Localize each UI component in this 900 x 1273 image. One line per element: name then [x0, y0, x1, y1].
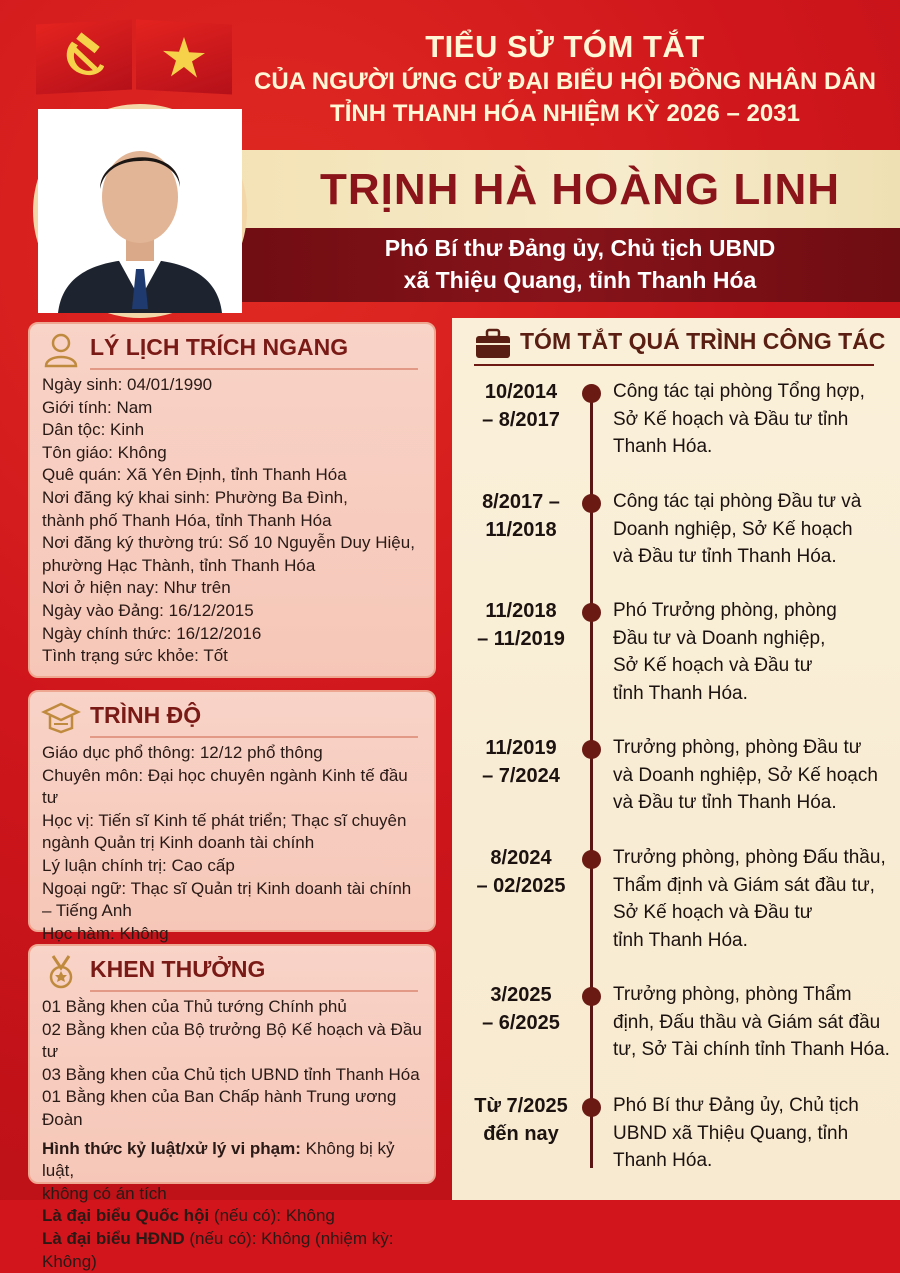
career-description [613, 597, 895, 707]
career-line: Công tác tại phòng Tổng hợp, [613, 381, 865, 402]
career-date-end: – 7/2024 [482, 765, 560, 787]
bio-row: Ngày vào Đảng: 16/12/2015 [42, 600, 254, 620]
candidate-photo [33, 104, 247, 318]
career-date [462, 981, 580, 1037]
bio-row: Nơi ở hiện nay: Như trên [42, 578, 231, 598]
bio-row: Ngày sinh: 04/01/1990 [42, 375, 213, 394]
bio-row: Dân tộc: Kinh [42, 420, 145, 440]
bio-row: thành phố Thanh Hóa, tỉnh Thanh Hóa [42, 510, 332, 530]
portrait-image [38, 109, 242, 313]
career-date-end: – 6/2025 [482, 1012, 560, 1034]
career-date-end: đến nay [483, 1123, 559, 1145]
discipline-value: Không bị kỷ luật, [42, 1138, 395, 1181]
career-date [462, 378, 580, 434]
career-date-start: 11/2018 [485, 600, 557, 622]
career-line: Trưởng phòng, phòng Đấu thầu, [613, 847, 886, 868]
timeline-dot [582, 850, 601, 869]
awards-title: KHEN THƯỞNG [90, 956, 266, 982]
bio-panel [28, 322, 436, 678]
career-line: Phó Bí thư Đảng ủy, Chủ tịch [613, 1095, 859, 1116]
timeline-dot [582, 384, 601, 403]
timeline-dot [582, 603, 601, 622]
council-value: (nếu có): Không (nhiệm kỳ: Không) [42, 1228, 394, 1271]
career-line: Sở Kế hoạch và Đầu tư [613, 902, 813, 923]
career-divider [474, 364, 874, 366]
bio-row: Tình trạng sức khỏe: Tốt [42, 646, 228, 666]
education-divider [90, 736, 418, 738]
award-row: 01 Bằng khen của Thủ tướng Chính phủ [42, 997, 347, 1016]
education-row: Học vị: Tiến sĩ Kinh tế phát triển; Thạc sĩ chuyên [42, 810, 407, 830]
council-label: Là đại biểu HĐND [42, 1228, 185, 1248]
discipline-label: Hình thức kỷ luật/xử lý vi phạm: [42, 1138, 301, 1158]
career-description [613, 734, 895, 817]
party-flag [36, 19, 132, 94]
career-date-end: 11/2018 [485, 519, 557, 541]
council-row [42, 1228, 426, 1273]
career-line: tư, Sở Tài chính tỉnh Thanh Hóa. [613, 1039, 890, 1060]
bio-list [42, 374, 426, 668]
hammer-sickle-icon [58, 30, 110, 85]
career-line: tỉnh Thanh Hóa. [613, 929, 748, 951]
education-panel [28, 690, 436, 943]
star-icon [162, 34, 206, 80]
education-row: Học hàm: Không [42, 923, 169, 943]
bio-divider [90, 368, 418, 370]
candidate-name: TRỊNH HÀ HOÀNG LINH [319, 165, 841, 214]
graduation-icon [42, 700, 80, 736]
education-row: ngành Quản trị Kinh doanh tài chính [42, 833, 315, 853]
career-description [613, 378, 895, 461]
career-line: Trưởng phòng, phòng Đầu tư [613, 737, 862, 758]
career-line: Trưởng phòng, phòng Thẩm [613, 984, 852, 1005]
timeline-dot [582, 1098, 601, 1117]
career-date-start: Từ 7/2025 [474, 1095, 568, 1117]
briefcase-icon [474, 328, 512, 360]
national-flag [136, 19, 232, 94]
bio-row: Tôn giáo: Không [42, 442, 167, 462]
education-row: Lý luận chính trị: Cao cấp [42, 855, 235, 875]
career-line: UBND xã Thiệu Quang, tỉnh [613, 1122, 849, 1144]
career-line: Công tác tại phòng Đầu tư và [613, 491, 862, 512]
career-description [613, 1092, 895, 1175]
national-assembly-label: Là đại biểu Quốc hội [42, 1206, 210, 1226]
bio-row: Ngày chính thức: 16/12/2016 [42, 623, 262, 643]
awards-panel [28, 944, 436, 1271]
header [240, 28, 890, 130]
award-row: 01 Bằng khen của Ban Chấp hành Trung ương Đoàn [42, 1087, 397, 1129]
career-date [462, 734, 580, 790]
education-title: TRÌNH ĐỘ [90, 702, 202, 728]
award-row: 02 Bằng khen của Bộ trưởng Bộ Kế hoạch và Đầu tư [42, 1019, 422, 1062]
career-line: tỉnh Thanh Hóa. [613, 682, 748, 704]
bio-row: Quê quán: Xã Yên Định, tỉnh Thanh Hóa [42, 465, 347, 485]
timeline-dot [582, 740, 601, 759]
national-assembly-value: (nếu có): Không [209, 1206, 335, 1226]
timeline-dot [582, 987, 601, 1006]
career-description [613, 844, 895, 954]
career-date-start: 10/2014 [484, 381, 558, 403]
award-row: 03 Bằng khen của Chủ tịch UBND tỉnh Thanh Hóa [42, 1064, 420, 1084]
career-date [462, 844, 580, 900]
discipline-row-2: không có án tích [42, 1183, 167, 1203]
timeline-dot [582, 494, 601, 513]
career-date-start: 11/2019 [485, 737, 557, 759]
career-line: và Doanh nghiệp, Sở Kế hoạch [613, 764, 878, 786]
bio-row: Nơi đăng ký khai sinh: Phường Ba Đình, [42, 487, 348, 507]
bio-row: Nơi đăng ký thường trú: Số 10 Nguyễn Duy Hiệu, [42, 533, 415, 553]
header-title: TIỂU SỬ TÓM TẮT [425, 29, 705, 64]
career-date [462, 1092, 580, 1148]
education-row: Giáo dục phổ thông: 12/12 phổ thông [42, 743, 323, 762]
career-title: TÓM TẮT QUÁ TRÌNH CÔNG TÁC [520, 328, 886, 354]
education-list [42, 742, 426, 945]
person-icon [42, 332, 80, 368]
career-date-start: 3/2025 [490, 984, 552, 1006]
career-line: và Đầu tư tỉnh Thanh Hóa. [613, 792, 837, 813]
career-date-start: 8/2024 [490, 847, 552, 869]
bio-row: phường Hạc Thành, tỉnh Thanh Hóa [42, 555, 316, 575]
career-line: và Đầu tư tỉnh Thanh Hóa. [613, 546, 837, 567]
awards-divider [90, 990, 418, 992]
career-line: Sở Kế hoạch và Đầu tư tỉnh [613, 408, 849, 430]
header-subtitle: CỦA NGƯỜI ỨNG CỬ ĐẠI BIỂU HỘI ĐỒNG NHÂN DÂN [254, 68, 876, 95]
candidate-position [260, 232, 900, 296]
career-line: Doanh nghiệp, Sở Kế hoạch [613, 518, 853, 540]
position-line-1: Phó Bí thư Đảng ủy, Chủ tịch UBND [384, 235, 776, 261]
career-date [462, 597, 580, 653]
career-line: Thẩm định và Giám sát đầu tư, [613, 874, 875, 896]
career-date-start: 8/2017 – [482, 491, 560, 513]
education-row: Ngoại ngữ: Thạc sĩ Quản trị Kinh doanh tài chính [42, 878, 412, 898]
career-description [613, 488, 895, 571]
career-line: Đầu tư và Doanh nghiệp, [613, 627, 826, 649]
career-line: Sở Kế hoạch và Đầu tư [613, 655, 813, 676]
career-line: định, Đấu thầu và Giám sát đầu [613, 1011, 881, 1033]
bio-title: LÝ LỊCH TRÍCH NGANG [90, 334, 349, 360]
flags [36, 22, 236, 102]
career-date-end: – 8/2017 [482, 409, 560, 431]
education-row: Chuyên môn: Đại học chuyên ngành Kinh tế đầu tư [42, 765, 408, 808]
career-description [613, 981, 895, 1064]
career-line: Phó Trưởng phòng, phòng [613, 600, 837, 621]
career-date-end: – 02/2025 [476, 875, 566, 897]
national-assembly-row [42, 1205, 426, 1228]
header-term: TỈNH THANH HÓA NHIỆM KỲ 2026 – 2031 [330, 100, 800, 127]
discipline-row [42, 1138, 426, 1183]
career-line: Thanh Hóa. [613, 436, 713, 457]
bio-row: Giới tính: Nam [42, 397, 153, 417]
career-date-end: – 11/2019 [477, 628, 565, 650]
career-date [462, 488, 580, 544]
education-row: – Tiếng Anh [42, 901, 132, 921]
medal-icon [42, 954, 80, 990]
awards-list [42, 996, 426, 1273]
position-line-2: xã Thiệu Quang, tỉnh Thanh Hóa [403, 267, 757, 293]
career-line: Thanh Hóa. [613, 1150, 713, 1171]
